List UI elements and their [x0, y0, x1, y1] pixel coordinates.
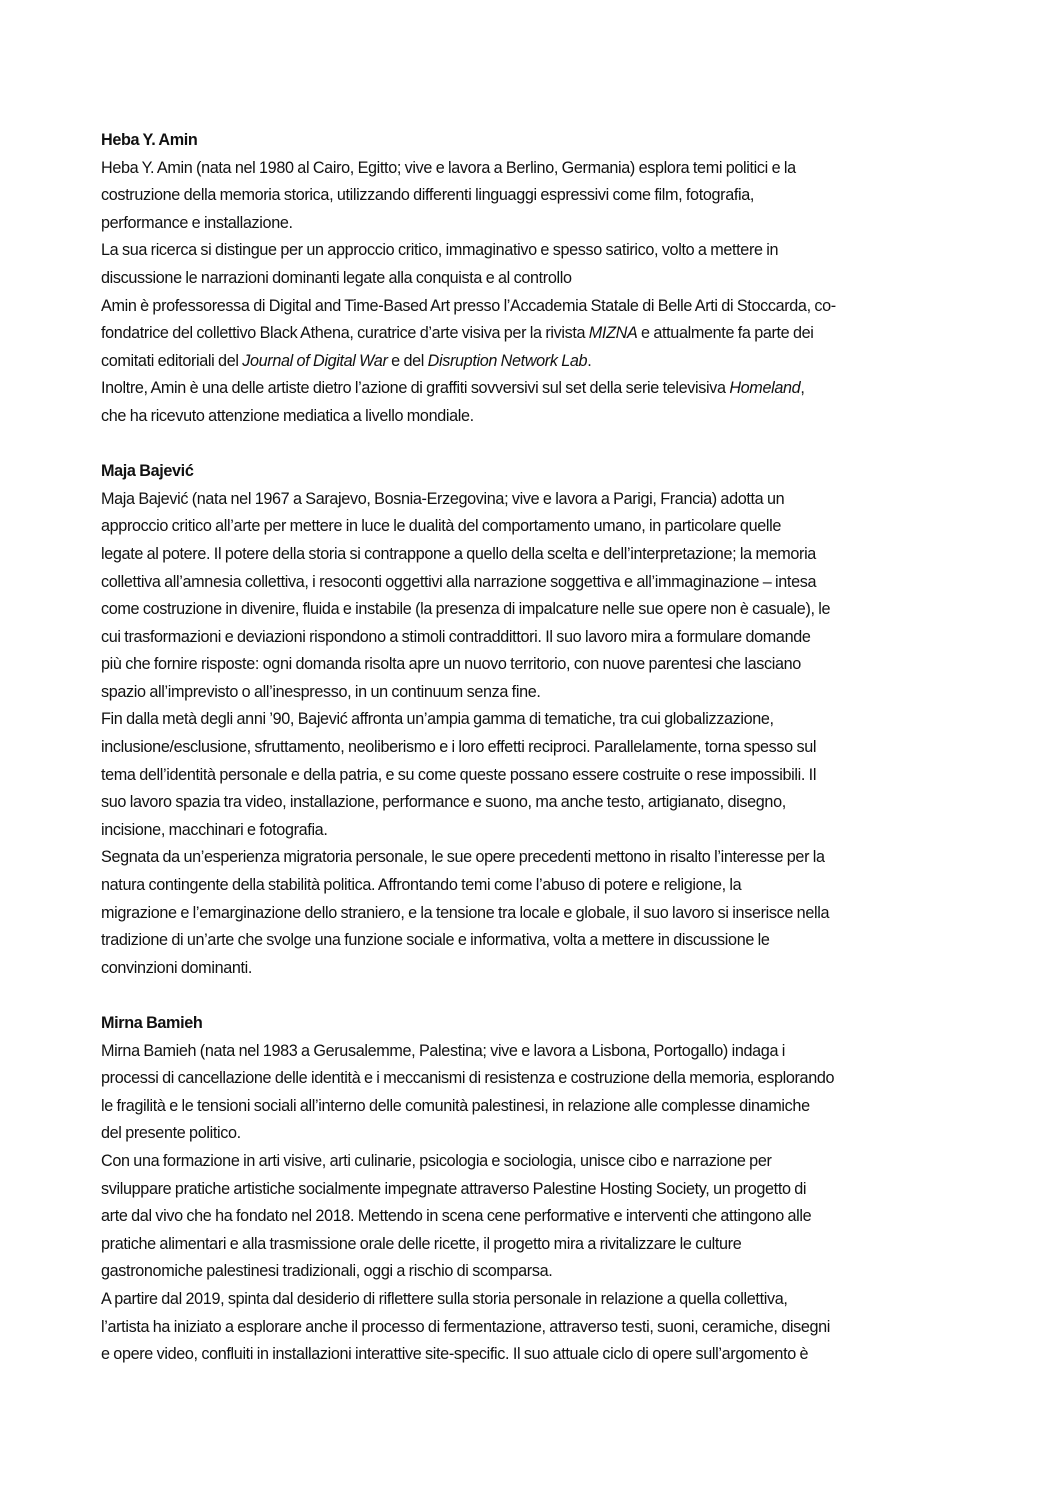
- bio-line: [101, 375, 971, 403]
- bio-line: approccio critico all’arte per mettere in luce le dualità del comportamento umano, in particolare quelle: [101, 517, 782, 536]
- bio-line: tradizione di un’arte che svolge una funzione sociale e informativa, volta a mettere in discussione le: [101, 931, 770, 950]
- bio-line: Fin dalla metà degli anni ’90, Bajević affronta un’ampia gamma di tematiche, tra cui globalizzazione,: [101, 710, 774, 729]
- artist-name-heading: Heba Y. Amin: [101, 131, 198, 149]
- bio-line: incisione, macchinari e fotografia.: [101, 820, 328, 839]
- bio-line: spazio all’imprevisto o all’inespresso, in un continuum senza fine.: [101, 682, 541, 701]
- bio-line: e opere video, confluiti in installazioni interattive site-specific. Il suo attuale ciclo di opere sull’argomento è: [101, 1345, 809, 1364]
- journal-title: Journal of Digital War: [242, 351, 388, 370]
- bio-text: ,: [800, 379, 805, 398]
- bio-text: comitati editoriali del: [101, 351, 243, 370]
- bio-line: performance e installazione.: [101, 213, 293, 232]
- artist-bio-heba-amin: [101, 127, 971, 431]
- bio-text: e del: [387, 351, 428, 370]
- bio-line: suo lavoro spazia tra video, installazione, performance e suono, ma anche testo, artigianato, disegno,: [101, 793, 786, 812]
- bio-line: Mirna Bamieh (nata nel 1983 a Gerusalemme, Palestina; vive e lavora a Lisbona, Portogallo) indaga i: [101, 1041, 785, 1060]
- bio-line: collettiva all’amnesia collettiva, i resoconti oggettivi alla narrazione soggettiva e all’immaginazione – intesa: [101, 572, 817, 591]
- bio-line: arte dal vivo che ha fondato nel 2018. Mettendo in scena cene performative e interventi che attingono alle: [101, 1207, 812, 1226]
- magazine-title: MIZNA: [588, 324, 638, 343]
- bio-line: le fragilità e le tensioni sociali all’interno delle comunità palestinesi, in relazione alle complesse dinamiche: [101, 1096, 810, 1115]
- bio-line: [101, 348, 971, 376]
- bio-line: l’artista ha iniziato a esplorare anche il processo di fermentazione, attraverso testi, suoni, ceramiche, disegni: [101, 1317, 831, 1336]
- bio-line: gastronomiche palestinesi tradizionali, oggi a rischio di scomparsa.: [101, 1262, 553, 1281]
- bio-line: discussione le narrazioni dominanti legate alla conquista e al controllo: [101, 268, 572, 287]
- artist-bio-mirna-bamieh: [101, 1010, 971, 1369]
- bio-line: A partire dal 2019, spinta dal desiderio di riflettere sulla storia personale in relazione a quella collettiva,: [101, 1289, 788, 1308]
- bio-line: costruzione della memoria storica, utilizzando differenti linguaggi espressivi come film, fotografia,: [101, 186, 755, 205]
- bio-line: Maja Bajević (nata nel 1967 a Sarajevo, Bosnia-Erzegovina; vive e lavora a Parigi, Francia) adotta un: [101, 489, 785, 508]
- bio-line: del presente politico.: [101, 1124, 241, 1143]
- artist-name-heading: Mirna Bamieh: [101, 1014, 203, 1032]
- bio-line: pratiche alimentari e alla trasmissione orale delle ricette, il progetto mira a rivitalizzare le culture: [101, 1234, 742, 1253]
- bio-line: migrazione e l’emarginazione dello straniero, e la tensione tra locale e globale, il suo lavoro si inserisce nella: [101, 903, 830, 922]
- bio-line: natura contingente della stabilità politica. Affrontando temi come l’abuso di potere e religione, la: [101, 876, 742, 895]
- bio-line: [101, 320, 971, 348]
- bio-line: cui trasformazioni e deviazioni rispondono a stimoli contraddittori. Il suo lavoro mira a formulare domande: [101, 627, 811, 646]
- bio-line: inclusione/esclusione, sfruttamento, neoliberismo e i loro effetti reciproci. Parallelamente, torna spesso sul: [101, 738, 817, 757]
- bio-line: convinzioni dominanti.: [101, 958, 253, 977]
- bio-text: .: [587, 351, 592, 370]
- bio-line: Amin è professoressa di Digital and Time-Based Art presso l’Accademia Statale di Belle Arti di Stoccarda, co-: [101, 296, 836, 315]
- bio-line: Heba Y. Amin (nata nel 1980 al Cairo, Egitto; vive e lavora a Berlino, Germania) esplora temi politici e la: [101, 158, 796, 177]
- document-page: [101, 127, 971, 1396]
- bio-line: che ha ricevuto attenzione mediatica a livello mondiale.: [101, 406, 474, 425]
- bio-text: e attualmente fa parte dei: [637, 324, 814, 343]
- bio-line: legate al potere. Il potere della storia si contrappone a quello della scelta e dell’interpretazione; la memoria: [101, 544, 816, 563]
- bio-line: come costruzione in divenire, fluida e instabile (la presenza di impalcature nelle sue opere non è casuale), le: [101, 600, 831, 619]
- tv-series-title: Homeland: [729, 379, 801, 398]
- bio-line: più che fornire risposte: ogni domanda risolta apre un nuovo territorio, con nuove parentesi che lasciano: [101, 655, 801, 674]
- bio-line: La sua ricerca si distingue per un approccio critico, immaginativo e spesso satirico, volto a mettere in: [101, 241, 779, 260]
- bio-line: Segnata da un’esperienza migratoria personale, le sue opere precedenti mettono in risalto l’interesse per la: [101, 848, 825, 867]
- organization-title: Disruption Network Lab: [427, 351, 588, 370]
- bio-text: fondatrice del collettivo Black Athena, curatrice d’arte visiva per la rivista: [101, 324, 589, 343]
- artist-bio-maja-bajevic: [101, 458, 971, 982]
- bio-text: Inoltre, Amin è una delle artiste dietro l’azione di graffiti sovversivi sul set della serie televisiva: [101, 379, 730, 398]
- artist-name-heading: Maja Bajević: [101, 462, 194, 481]
- bio-line: processi di cancellazione delle identità e i meccanismi di resistenza e costruzione della memoria, esplorando: [101, 1069, 835, 1088]
- bio-line: sviluppare pratiche artistiche socialmente impegnate attraverso Palestine Hosting Society, un progetto di: [101, 1179, 807, 1198]
- bio-line: Con una formazione in arti visive, arti culinarie, psicologia e sociologia, unisce cibo e narrazione per: [101, 1151, 772, 1170]
- bio-line: tema dell’identità personale e della patria, e su come queste possano essere costruite o rese impossibili. Il: [101, 765, 817, 784]
